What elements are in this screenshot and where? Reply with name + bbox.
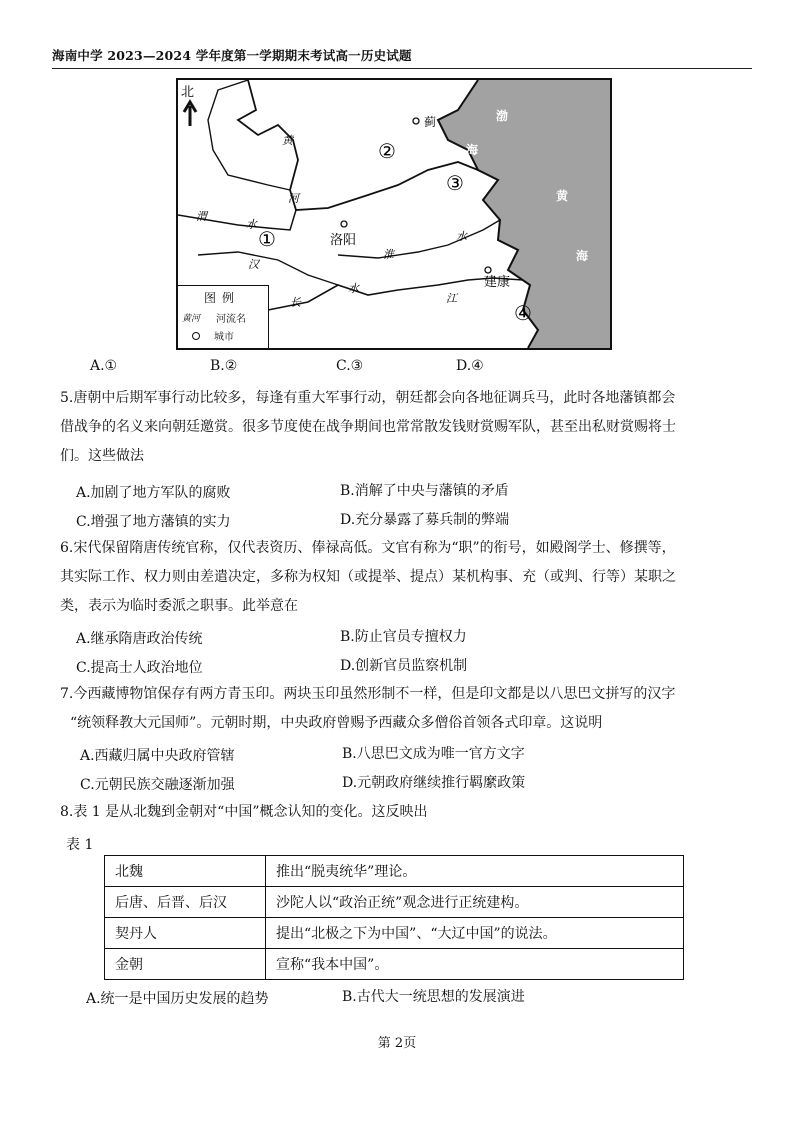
q7-stem: 7.今西藏博物馆保存有两方青玉印。两块玉印虽然形制不一样，但是印文都是以八思巴文拼写的汉字 “统领释教大元国师”。元朝时期，中央政府曾赐予西藏众多僧俗首领各式印章。这说明 — [60, 686, 676, 731]
svg-text:长: 长 — [290, 296, 301, 309]
q8-option-b[interactable]: B.古代大一统思想的发展演进 — [342, 989, 525, 1005]
svg-text:河: 河 — [288, 192, 299, 205]
city-dot-icon — [192, 332, 200, 340]
table-row: 契丹人 提出“北极之下为中国”、“大辽中国”的说法。 — [105, 918, 684, 949]
svg-text:渭: 渭 — [196, 210, 207, 223]
svg-text:渤: 渤 — [496, 109, 509, 123]
north-label: 北 — [181, 85, 195, 100]
yellow-river-loop — [208, 80, 290, 190]
north-arrow-icon — [184, 102, 196, 126]
svg-text:水: 水 — [246, 218, 257, 231]
map-mark-2: ② — [378, 139, 396, 163]
q5-stem: 5.唐朝中后期军事行动比较多，每逢有重大军事行动，朝廷都会向各地征调兵马，此时各地藩镇都会 借战争的名义来向朝廷邀赏。很多节度使在战争期间也常常散发钱财赏赐军队，甚至出私财赏赐将士 们。这些做法 — [60, 390, 676, 464]
q7-option-b[interactable]: B.八思巴文成为唯一官方文字 — [342, 746, 525, 762]
q5-option-c[interactable]: C.增强了地方藩镇的实力 — [76, 514, 231, 530]
city-luoyang-dot — [341, 221, 347, 227]
svg-text:水: 水 — [456, 230, 467, 243]
legend-city-row: 城市 — [182, 328, 234, 343]
q6-stem: 6.宋代保留隋唐传统官称，仅代表资历、俸禄高低。文官有称为“职”的衔号，如殿阁学士、修撰等， 其实际工作、权力则由差遣决定，多称为权知（或提举、提点）某机构事、充（或判、行等）某职之 类，表示为临时委派之职事。此举意在 — [60, 540, 676, 614]
q6-option-a[interactable]: A.继承隋唐政治传统 — [76, 631, 203, 647]
legend-title: 图例 — [204, 291, 241, 305]
q5-option-b[interactable]: B.消解了中央与藩镇的矛盾 — [340, 483, 509, 499]
q4-option-a[interactable]: A.① — [90, 358, 118, 374]
huai-river — [338, 220, 500, 258]
table-label: 表 1 — [66, 837, 94, 853]
table-row: 后唐、后晋、后汉 沙陀人以“政治正统”观念进行正统建构。 — [105, 887, 684, 918]
han-river — [198, 252, 338, 285]
table-row: 北魏 推出“脱夷统华”理论。 — [105, 856, 684, 887]
q5-option-d[interactable]: D.充分暴露了募兵制的弊端 — [340, 512, 510, 528]
q6-option-b[interactable]: B.防止官员专擅权力 — [340, 629, 467, 645]
svg-text:黄: 黄 — [556, 189, 569, 203]
q5-option-a[interactable]: A.加剧了地方军队的腐败 — [76, 485, 231, 501]
q4-option-b[interactable]: B.② — [210, 358, 238, 374]
svg-text:黄: 黄 — [282, 134, 293, 147]
city-luoyang-label: 洛阳 — [330, 233, 357, 248]
city-ji-dot — [413, 118, 419, 124]
q6-option-d[interactable]: D.创新官员监察机制 — [340, 658, 468, 674]
svg-text:汉: 汉 — [248, 258, 259, 271]
city-ji-label: 蓟 — [424, 115, 437, 129]
svg-text:江: 江 — [446, 292, 457, 305]
svg-text:海: 海 — [466, 143, 479, 157]
city-jiankang-dot — [485, 267, 491, 273]
table-row: 金朝 宣称“我本中国”。 — [105, 949, 684, 980]
q8-stem: 8.表 1 是从北魏到金朝对“中国”概念认知的变化。这反映出 — [60, 804, 428, 820]
q6-option-c[interactable]: C.提高士人政治地位 — [76, 660, 203, 676]
q7-option-d[interactable]: D.元朝政府继续推行羁縻政策 — [342, 775, 526, 791]
city-jiankang-label: 建康 — [484, 275, 511, 290]
svg-text:淮: 淮 — [383, 248, 394, 261]
map-mark-4: ④ — [514, 301, 532, 325]
yellow-river — [238, 80, 478, 210]
svg-text:海: 海 — [576, 249, 589, 263]
historical-map — [176, 78, 612, 350]
q4-option-d[interactable]: D.④ — [456, 358, 484, 374]
exam-header: 海南中学 2023—2024 学年度第一学期期末考试高一历史试题 — [52, 46, 752, 69]
legend-river-row: 黄河 河流名 — [182, 314, 246, 325]
q7-option-a[interactable]: A.西藏归属中央政府管辖 — [80, 748, 235, 764]
svg-text:水: 水 — [348, 282, 359, 295]
page-number: 第 2页 — [377, 1036, 417, 1051]
q4-option-c[interactable]: C.③ — [336, 358, 364, 374]
table-1 — [104, 855, 684, 980]
q7-option-c[interactable]: C.元朝民族交融逐渐加强 — [80, 777, 235, 793]
map-mark-1: ① — [258, 227, 276, 251]
q8-option-a[interactable]: A.统一是中国历史发展的趋势 — [86, 991, 269, 1007]
map-mark-3: ③ — [446, 171, 464, 195]
map-legend — [178, 285, 269, 348]
